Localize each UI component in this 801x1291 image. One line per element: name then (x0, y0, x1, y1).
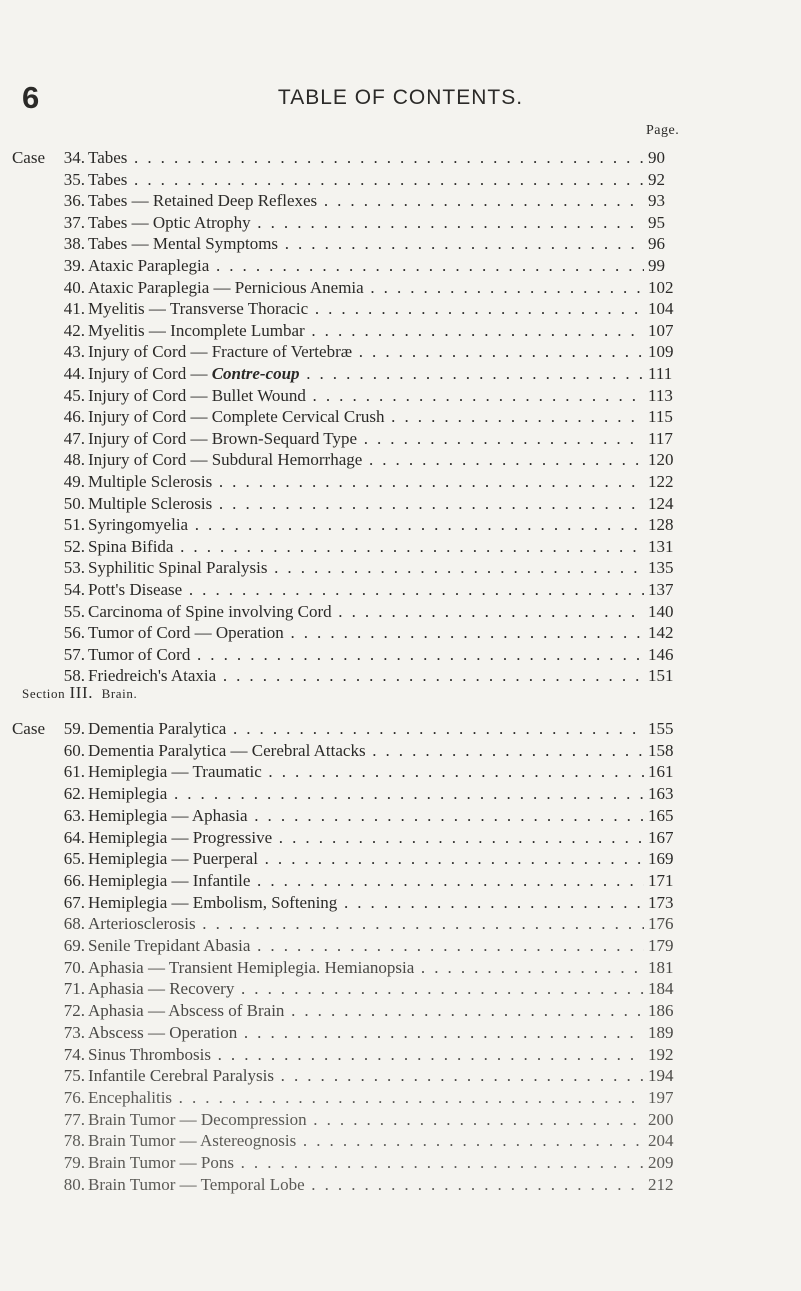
entry-title (88, 233, 644, 255)
entry-title-text: Brain Tumor — Astereognosis (88, 1131, 297, 1151)
toc-entry (0, 1174, 801, 1196)
toc-entry (0, 644, 801, 666)
entry-title (88, 406, 644, 428)
entry-title (88, 1000, 644, 1022)
case-label: Case (11, 148, 45, 167)
case-number: 57. (63, 644, 85, 664)
page-ref: 181 (648, 957, 674, 977)
entry-title (88, 212, 644, 234)
toc-entry (0, 493, 801, 515)
entry-title-text: Tabes (88, 148, 128, 167)
entry-title-text: Tabes (88, 169, 128, 189)
page-ref: 122 (648, 472, 674, 491)
entry-title-text: Abscess — Operation (88, 1022, 238, 1042)
case-number: 43. (63, 342, 85, 362)
case-number: 36. (63, 191, 85, 211)
page-ref: 167 (648, 827, 674, 847)
entry-title (88, 514, 644, 536)
page-ref: 128 (648, 515, 674, 535)
toc-entry (0, 827, 801, 849)
toc-entry (0, 892, 801, 914)
entry-title (88, 761, 644, 783)
entry-title (88, 783, 644, 805)
entry-title (88, 805, 644, 827)
page-ref: 169 (648, 849, 674, 869)
page-ref: 194 (648, 1066, 674, 1086)
toc-entry (0, 622, 801, 644)
entry-title-text: Syringomyelia (88, 515, 189, 535)
toc-entry (0, 935, 801, 957)
case-number: 62. (63, 784, 85, 804)
entry-title-text: Tabes — Optic Atrophy (88, 212, 251, 232)
case-number: 66. (63, 870, 85, 890)
toc-entry (0, 579, 801, 601)
toc-entry (0, 957, 801, 979)
toc-entry (0, 1087, 801, 1109)
entry-title (88, 665, 644, 687)
toc-entry (0, 536, 801, 558)
case-number: 54. (63, 580, 85, 599)
page-ref: 104 (648, 299, 674, 319)
entry-title-text: Injury of Cord — Subdural Hemorrhage (88, 450, 363, 470)
page-ref: 113 (648, 385, 673, 405)
entry-title-text: Tabes — Retained Deep Reflexes (88, 191, 318, 211)
case-number: 75. (63, 1066, 85, 1086)
toc-entry (0, 449, 801, 471)
entry-title-emphasis: Contre-coup (211, 364, 300, 383)
entry-title-text: Syphilitic Spinal Paralysis (88, 558, 268, 578)
toc-entry (0, 255, 801, 277)
case-number: 80. (63, 1174, 85, 1194)
page-ref: 158 (648, 740, 674, 760)
entry-title (88, 892, 644, 914)
page-ref: 189 (648, 1022, 674, 1042)
case-number: 74. (63, 1044, 85, 1064)
entry-title (88, 1130, 644, 1152)
toc-entry (0, 665, 801, 687)
toc-entry (0, 1000, 801, 1022)
case-number: 59. (63, 719, 85, 738)
entry-title-text: Hemiplegia (88, 784, 168, 804)
toc-entry (0, 233, 801, 255)
entry-title (88, 740, 644, 762)
page-ref: 165 (648, 805, 674, 825)
entry-title (88, 385, 644, 407)
page-ref: 197 (648, 1087, 674, 1107)
page-ref: 109 (648, 342, 674, 362)
toc-entry (0, 341, 801, 363)
case-number: 67. (63, 892, 85, 912)
page-ref: 151 (648, 666, 674, 686)
page-ref: 117 (648, 428, 673, 448)
entry-title (88, 1152, 644, 1174)
entry-title-text: Multiple Sclerosis (88, 493, 213, 513)
page-ref: 171 (648, 870, 674, 890)
case-number: 78. (63, 1131, 85, 1151)
case-number: 63. (63, 805, 85, 825)
entry-title-text: Hemiplegia — Traumatic (88, 762, 262, 782)
entry-title-text: Dementia Paralytica — Cerebral Attacks (88, 740, 366, 760)
toc-entry (0, 212, 801, 234)
case-number: 40. (63, 277, 85, 297)
page-ref: 204 (648, 1131, 674, 1151)
entry-title (88, 363, 644, 385)
case-label: Case (11, 719, 45, 738)
case-number: 39. (63, 256, 85, 275)
entry-title (88, 718, 644, 740)
case-number: 71. (63, 979, 85, 999)
page-ref: 173 (648, 892, 674, 912)
entry-title-text: Multiple Sclerosis (88, 472, 213, 491)
page-ref: 115 (648, 407, 673, 427)
toc-entry (0, 169, 801, 191)
toc-entry (0, 277, 801, 299)
case-number: 68. (63, 914, 85, 934)
entry-title-text: Aphasia — Transient Hemiplegia. Hemianopsia (88, 957, 415, 977)
case-number: 72. (63, 1001, 85, 1021)
page-ref: 93 (648, 191, 665, 211)
toc-entry (0, 913, 801, 935)
toc-entry (0, 385, 801, 407)
page-ref: 186 (648, 1001, 674, 1021)
toc-entry (0, 1044, 801, 1066)
case-number: 73. (63, 1022, 85, 1042)
toc-entry (0, 848, 801, 870)
case-number: 41. (63, 299, 85, 319)
toc-entry (0, 870, 801, 892)
entry-title-text: Arteriosclerosis (88, 914, 196, 934)
case-number: 77. (63, 1109, 85, 1129)
toc-entry (0, 1152, 801, 1174)
entry-title-text: Hemiplegia — Embolism, Softening (88, 892, 338, 912)
toc-entry (0, 1130, 801, 1152)
case-number: 65. (63, 849, 85, 869)
entry-title-text: Pott's Disease (88, 580, 183, 599)
case-number: 45. (63, 385, 85, 405)
toc-entry (0, 298, 801, 320)
entry-title-text: Carcinoma of Spine involving Cord (88, 601, 332, 621)
entry-title-text: Dementia Paralytica (88, 719, 227, 738)
entry-title (88, 848, 644, 870)
section-numeral: III. (69, 683, 94, 702)
entry-title (88, 147, 644, 169)
case-number: 51. (63, 515, 85, 535)
page-ref: 163 (648, 784, 674, 804)
entry-title (88, 1109, 644, 1131)
page-ref: 161 (648, 762, 674, 782)
case-number: 46. (63, 407, 85, 427)
case-number: 64. (63, 827, 85, 847)
entry-title-text: Tabes — Mental Symptoms (88, 234, 279, 254)
entry-title-text: Brain Tumor — Temporal Lobe (88, 1174, 305, 1194)
entry-title (88, 1044, 644, 1066)
entry-title-text: Myelitis — Transverse Thoracic (88, 299, 309, 319)
entry-title-text: Encephalitis (88, 1087, 173, 1107)
entry-title (88, 169, 644, 191)
page-ref: 120 (648, 450, 674, 470)
page-title: TABLE OF CONTENTS. (277, 86, 524, 109)
case-number: 38. (63, 234, 85, 254)
page-ref: 200 (648, 1109, 674, 1129)
page-ref: 140 (648, 601, 674, 621)
entry-title-text: Myelitis — Incomplete Lumbar (88, 320, 305, 340)
entry-title (88, 449, 644, 471)
page-ref: 96 (648, 234, 665, 254)
toc-entry (0, 740, 801, 762)
toc-entry (0, 1065, 801, 1087)
case-number: 34. (63, 148, 85, 167)
case-number: 55. (63, 601, 85, 621)
entry-title (88, 935, 644, 957)
entry-title-text: Friedreich's Ataxia (88, 666, 217, 686)
entry-title-text: Ataxic Paraplegia — Pernicious Anemia (88, 277, 364, 297)
toc-entry (0, 557, 801, 579)
page-ref: 135 (648, 558, 674, 578)
page-ref: 146 (648, 644, 674, 664)
case-number: 35. (63, 169, 85, 189)
case-number: 53. (63, 558, 85, 578)
entry-title (88, 957, 644, 979)
entry-title (88, 341, 644, 363)
entry-title-text: Tumor of Cord (88, 644, 191, 664)
entry-title-text: Injury of Cord — (88, 364, 212, 383)
entry-title (88, 644, 644, 666)
case-number: 79. (63, 1153, 85, 1172)
toc-entry (0, 1109, 801, 1131)
entry-title (88, 870, 644, 892)
entry-title (88, 536, 644, 558)
toc-entry (0, 601, 801, 623)
case-number: 76. (63, 1087, 85, 1107)
page-ref: 95 (648, 212, 665, 232)
page-ref: 142 (648, 623, 674, 643)
page-ref: 179 (648, 936, 674, 955)
toc-entry (0, 190, 801, 212)
toc-entry (0, 514, 801, 536)
entry-title-text: Aphasia — Abscess of Brain (88, 1001, 285, 1021)
toc-entry (0, 978, 801, 1000)
entry-title (88, 978, 644, 1000)
page-ref: 90 (648, 148, 665, 167)
entry-title (88, 622, 644, 644)
entry-title-text: Injury of Cord — Brown-Sequard Type (88, 428, 358, 448)
entry-title-text: Spina Bifida (88, 536, 174, 556)
entry-title (88, 1087, 644, 1109)
section-label: Section (22, 686, 66, 701)
toc-entry (0, 1022, 801, 1044)
section-title: Brain. (101, 686, 138, 701)
case-number: 60. (63, 740, 85, 760)
entry-title (88, 601, 644, 623)
entry-title (88, 1174, 644, 1196)
case-number: 47. (63, 428, 85, 448)
page-ref: 155 (648, 719, 674, 738)
case-number: 52. (63, 536, 85, 556)
entry-title (88, 1065, 644, 1087)
page-ref: 176 (648, 914, 674, 934)
entry-title (88, 471, 644, 493)
page-ref: 209 (648, 1153, 674, 1172)
entry-title (88, 298, 644, 320)
entry-title-text: Hemiplegia — Aphasia (88, 805, 248, 825)
case-number: 44. (63, 364, 85, 383)
page-ref: 137 (648, 580, 674, 599)
toc-entry (0, 406, 801, 428)
entry-title (88, 493, 644, 515)
case-number: 37. (63, 212, 85, 232)
entry-title-text: Injury of Cord — Fracture of Vertebræ (88, 342, 353, 362)
entry-title-text: Brain Tumor — Pons (88, 1153, 234, 1172)
toc-entry (0, 147, 801, 169)
page-column-heading: Page. (646, 123, 680, 138)
toc-entry (0, 805, 801, 827)
case-number: 61. (63, 762, 85, 782)
entry-title-text: Hemiplegia — Infantile (88, 870, 251, 890)
toc-entry (0, 761, 801, 783)
entry-title (88, 913, 644, 935)
entry-title-text: Senile Trepidant Abasia (88, 936, 251, 955)
entry-title-text: Injury of Cord — Bullet Wound (88, 385, 306, 405)
entry-title-text: Tumor of Cord — Operation (88, 623, 284, 643)
entry-title (88, 1022, 644, 1044)
entry-title (88, 579, 644, 601)
page-ref: 192 (648, 1044, 674, 1064)
entry-title-text: Infantile Cerebral Paralysis (88, 1066, 274, 1086)
entry-title-text: Hemiplegia — Progressive (88, 827, 273, 847)
toc-entry (0, 428, 801, 450)
entry-title (88, 190, 644, 212)
page-ref: 124 (648, 493, 674, 513)
entry-title (88, 255, 644, 277)
case-number: 69. (63, 936, 85, 955)
page-ref: 99 (648, 256, 665, 275)
toc-entry (0, 718, 801, 740)
case-number: 49. (63, 472, 85, 491)
entry-title (88, 827, 644, 849)
case-number: 50. (63, 493, 85, 513)
entry-title-text: Brain Tumor — Decompression (88, 1109, 307, 1129)
entry-title (88, 428, 644, 450)
page-ref: 102 (648, 277, 674, 297)
page-number: 6 (22, 80, 40, 115)
page-ref: 212 (648, 1174, 674, 1194)
toc-entry (0, 363, 801, 385)
toc-entry (0, 471, 801, 493)
entry-title-text: Ataxic Paraplegia (88, 256, 210, 275)
page-ref: 107 (648, 320, 674, 340)
entry-title (88, 557, 644, 579)
toc-entry (0, 320, 801, 342)
case-number: 48. (63, 450, 85, 470)
entry-title-text: Aphasia — Recovery (88, 979, 235, 999)
case-number: 58. (63, 666, 85, 686)
entry-title-text: Hemiplegia — Puerperal (88, 849, 258, 869)
entry-title (88, 277, 644, 299)
case-number: 56. (63, 623, 85, 643)
page-ref: 184 (648, 979, 674, 999)
entry-title (88, 320, 644, 342)
page-ref: 92 (648, 169, 665, 189)
entry-title-text: Sinus Thrombosis (88, 1044, 211, 1064)
page-ref: 111 (648, 364, 673, 383)
case-number: 70. (63, 957, 85, 977)
toc-entry (0, 783, 801, 805)
page-ref: 131 (648, 536, 674, 556)
case-number: 42. (63, 320, 85, 340)
entry-title-text: Injury of Cord — Complete Cervical Crush (88, 407, 385, 427)
